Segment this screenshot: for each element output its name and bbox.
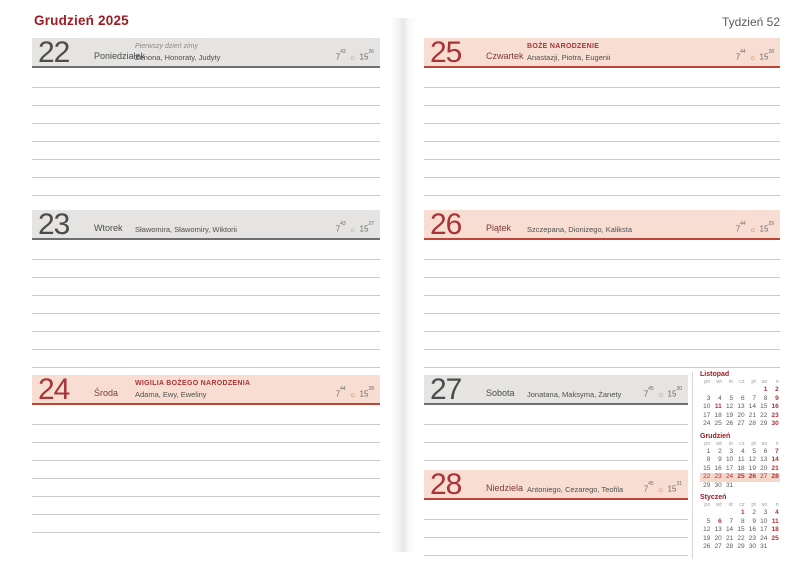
mini-calendar-week-row <box>700 543 780 552</box>
namedays: Jonatana, Maksyma, Żanety <box>527 390 622 399</box>
day-number: 27 <box>430 373 462 406</box>
mini-calendar-day: 26 <box>703 543 711 550</box>
mini-calendar-weekday: so <box>761 440 768 447</box>
mini-calendar-day: 29 <box>703 481 711 489</box>
sunrise-hour: 7 <box>735 53 741 62</box>
day-name: Wtorek <box>94 223 123 233</box>
mini-calendar-weekday-row <box>700 379 780 386</box>
mini-calendar-day: 14 <box>771 456 779 463</box>
writing-lines <box>424 407 688 462</box>
mini-calendar-day <box>711 386 722 395</box>
mini-calendars <box>700 371 780 556</box>
mini-calendar-day: 3 <box>706 394 711 402</box>
mini-calendar-grid <box>700 386 780 429</box>
mini-calendar-title: Listopad <box>700 371 730 378</box>
mini-calendar-day: 10 <box>725 456 734 463</box>
mini-calendar-day <box>746 386 757 395</box>
mini-calendar-day: 14 <box>725 526 734 533</box>
day-info <box>527 485 623 494</box>
namedays: Anastazji, Piotra, Eugenii <box>527 53 611 62</box>
mini-calendar-day: 12 <box>725 403 734 410</box>
day-note: Pierwszy dzień zimy <box>135 43 199 50</box>
mini-calendar-week-row <box>700 386 780 395</box>
mini-calendar-day: 23 <box>748 534 756 542</box>
mini-calendar-day <box>734 482 745 491</box>
mini-calendar-day <box>700 509 711 518</box>
mini-calendar-day: 1 <box>706 447 711 455</box>
sunrise-hour: 7 <box>335 225 341 234</box>
sunrise-min: 44 <box>740 49 746 56</box>
mini-calendar-week-row <box>700 518 780 527</box>
mini-calendar-week-row <box>700 482 780 491</box>
mini-calendar-day: 19 <box>703 534 711 542</box>
writing-lines <box>424 70 780 197</box>
sun-icon: ☼ <box>348 53 357 62</box>
sunrise-min: 44 <box>740 221 746 228</box>
mini-calendar-day: 22 <box>703 473 711 480</box>
sunset-hour: 15 <box>359 390 369 399</box>
day-header <box>424 210 780 240</box>
mini-calendar-day: 21 <box>771 464 779 472</box>
namedays: Antoniego, Cezarego, Teofila <box>527 485 624 494</box>
mini-calendar-day: 21 <box>725 534 734 542</box>
mini-calendar-day: 2 <box>718 447 722 455</box>
holiday-name: WIGILIA BOŻEGO NARODZENIA <box>135 380 251 387</box>
mini-calendar-day: 9 <box>752 517 756 525</box>
mini-calendar-weekday: cz <box>739 502 745 508</box>
mini-calendar-day: 16 <box>748 526 756 533</box>
sunrise-hour: 7 <box>335 390 341 399</box>
sunrise-min: 43 <box>340 221 346 228</box>
day-info <box>135 380 250 399</box>
mini-calendar-day: 6 <box>718 517 722 525</box>
mini-calendar-weekday: cz <box>739 440 745 447</box>
mini-calendar-weekday: n <box>775 440 779 447</box>
mini-calendar-day: 14 <box>748 403 756 410</box>
sunrise-hour: 7 <box>643 390 649 399</box>
sun-icon: ☼ <box>348 390 357 399</box>
mini-calendar-week-row <box>700 509 780 518</box>
sunrise-hour: 7 <box>335 53 341 62</box>
sun-times <box>735 221 774 234</box>
mini-calendar-day: 29 <box>760 420 768 427</box>
mini-calendar-day: 17 <box>703 411 711 419</box>
sun-times <box>643 481 682 494</box>
mini-calendar-week-row <box>700 448 780 457</box>
day-number: 28 <box>430 468 462 501</box>
namedays: Adama, Ewy, Eweliny <box>135 390 207 399</box>
mini-calendar-day: 2 <box>775 386 779 393</box>
mini-calendar-day: 24 <box>703 420 711 427</box>
mini-calendar-day: 11 <box>771 517 779 525</box>
mini-calendar-weekday: śr <box>728 502 734 508</box>
mini-calendar-weekday: so <box>761 502 768 508</box>
mini-calendar-current-week-row <box>700 473 780 482</box>
mini-calendar-day: 27 <box>760 473 768 480</box>
mini-calendar-day: 19 <box>748 464 756 472</box>
day-info <box>527 43 610 62</box>
mini-calendar-january <box>700 494 780 552</box>
mini-calendar-week-row <box>700 456 780 465</box>
writing-lines <box>424 242 780 369</box>
mini-calendar-day: 24 <box>725 473 734 480</box>
mini-calendar-weekday: pn <box>704 440 711 447</box>
sunset-hour: 15 <box>759 53 769 62</box>
sun-times <box>643 386 682 399</box>
mini-calendar-week-row <box>700 412 780 421</box>
mini-calendar-day: 20 <box>714 534 722 542</box>
week-title: Tydzień 52 <box>721 15 780 29</box>
mini-calendar-weekday-row <box>700 502 780 509</box>
mini-calendar-grid <box>700 448 780 491</box>
day-info <box>135 225 237 234</box>
sun-icon: ☼ <box>748 225 757 234</box>
mini-calendar-weekday: n <box>775 502 779 508</box>
mini-calendar-day: 27 <box>714 543 722 550</box>
mini-calendar-week-row <box>700 535 780 544</box>
mini-calendar-title: Styczeń <box>700 494 727 501</box>
sun-icon: ☼ <box>656 485 665 494</box>
mini-calendar-weekday: pt <box>751 379 756 385</box>
sun-icon: ☼ <box>748 53 757 62</box>
mini-calendar-day: 31 <box>760 543 768 550</box>
mini-calendar-day: 12 <box>748 456 756 463</box>
day-info <box>527 390 621 399</box>
sunrise-min: 44 <box>340 386 346 393</box>
writing-lines <box>424 502 688 557</box>
day-header <box>424 38 780 68</box>
sunrise-min: 45 <box>648 386 654 393</box>
sun-times <box>735 49 774 62</box>
day-name: Poniedziałek <box>94 51 146 61</box>
sunrise-hour: 7 <box>735 225 741 234</box>
mini-calendar-day <box>746 482 757 491</box>
sunrise-hour: 7 <box>643 485 649 494</box>
sunrise-min: 45 <box>648 481 654 488</box>
sunset-min: 29 <box>768 221 774 228</box>
mini-calendar-day: 6 <box>740 394 745 402</box>
mini-calendar-weekday: so <box>761 379 768 385</box>
sun-icon: ☼ <box>348 225 357 234</box>
day-number: 22 <box>38 36 70 69</box>
mini-calendar-weekday: pn <box>704 502 711 508</box>
sunset-hour: 15 <box>359 225 369 234</box>
mini-calendar-day: 15 <box>703 464 711 472</box>
day-number: 25 <box>430 36 462 69</box>
mini-calendar-week-row <box>700 526 780 535</box>
mini-calendar-day: 9 <box>775 394 779 402</box>
mini-calendar-weekday: n <box>775 379 779 385</box>
mini-calendar-day: 1 <box>763 386 768 393</box>
sunset-hour: 15 <box>359 53 369 62</box>
mini-calendar-day: 18 <box>771 526 779 533</box>
day-name: Sobota <box>486 388 515 398</box>
writing-lines <box>32 407 380 534</box>
mini-calendar-day <box>768 482 779 491</box>
mini-calendar-weekday: wt <box>716 440 722 447</box>
mini-calendar-day: 29 <box>737 543 745 550</box>
mini-calendar-day: 23 <box>714 473 722 480</box>
mini-calendar-weekday: pt <box>751 440 756 447</box>
mini-calendar-day: 27 <box>737 420 745 427</box>
mini-calendar-day: 8 <box>763 394 768 402</box>
sun-times <box>335 49 374 62</box>
mini-calendar-day: 4 <box>775 509 779 516</box>
mini-calendar-weekday: wt <box>716 379 722 385</box>
mini-calendar-day <box>723 386 734 395</box>
sunset-min: 31 <box>676 481 682 488</box>
sunset-min: 26 <box>368 49 374 56</box>
mini-calendar-day: 20 <box>737 411 745 419</box>
day-header <box>424 375 688 405</box>
sunset-hour: 15 <box>667 485 677 494</box>
mini-calendar-day: 28 <box>725 543 734 550</box>
mini-calendar-day: 8 <box>740 517 745 525</box>
mini-calendar-december <box>700 433 780 491</box>
day-header <box>424 470 688 500</box>
sunset-min: 27 <box>368 221 374 228</box>
mini-calendar-day: 23 <box>771 411 779 419</box>
day-header <box>32 375 380 405</box>
month-title: Grudzień 2025 <box>34 13 129 28</box>
sunset-min: 28 <box>368 386 374 393</box>
namedays: Zenona, Honoraty, Judyty <box>135 53 221 62</box>
mini-calendar-day: 18 <box>737 464 745 472</box>
mini-calendar-week-row <box>700 420 780 429</box>
day-info <box>527 225 632 234</box>
mini-calendar-day: 19 <box>725 411 734 419</box>
day-number: 23 <box>38 208 70 241</box>
sunset-hour: 15 <box>759 225 769 234</box>
mini-calendar-weekday: pt <box>751 502 756 508</box>
day-name: Niedziela <box>486 483 524 493</box>
left-page <box>32 0 380 571</box>
mini-calendar-day: 25 <box>771 534 779 542</box>
sun-times <box>335 221 374 234</box>
mini-calendar-weekday: śr <box>728 379 734 385</box>
mini-calendar-grid <box>700 509 780 552</box>
mini-calendar-day: 7 <box>752 394 756 402</box>
sunset-min: 28 <box>768 49 774 56</box>
mini-calendar-day <box>711 509 722 518</box>
mini-calendar-day: 25 <box>714 420 722 427</box>
mini-calendar-day: 17 <box>760 526 768 533</box>
mini-calendar-day: 2 <box>752 509 756 516</box>
mini-calendar-day: 28 <box>748 420 756 427</box>
page-gutter-shadow <box>390 18 416 552</box>
day-header <box>32 38 380 68</box>
mini-calendar-day: 5 <box>729 394 734 402</box>
namedays: Szczepana, Dionizego, Kaliksta <box>527 225 633 234</box>
mini-calendar-day: 5 <box>706 517 711 525</box>
mini-calendar-day: 24 <box>760 534 768 542</box>
mini-calendar-day: 7 <box>775 447 779 455</box>
mini-calendar-day: 30 <box>714 481 722 489</box>
day-number: 24 <box>38 373 70 406</box>
mini-calendar-week-row <box>700 403 780 412</box>
mini-calendar-title: Grudzień <box>700 432 731 440</box>
mini-calendar-day: 13 <box>714 526 722 533</box>
writing-lines <box>32 70 380 197</box>
mini-calendar-day: 5 <box>752 447 756 455</box>
mini-calendar-day: 3 <box>729 447 734 455</box>
mini-calendar-day: 4 <box>718 394 722 402</box>
mini-calendar-day: 9 <box>718 456 722 463</box>
mini-calendar-day <box>723 509 734 518</box>
mini-calendar-day: 17 <box>725 464 734 472</box>
mini-calendar-november <box>700 371 780 429</box>
mini-calendar-day <box>768 543 779 552</box>
mini-calendar-day: 22 <box>760 411 768 419</box>
mini-calendar-day: 25 <box>737 473 745 480</box>
mini-calendar-day: 12 <box>703 526 711 533</box>
sunrise-min: 43 <box>340 49 346 56</box>
mini-calendar-day: 31 <box>725 481 734 489</box>
sunset-hour: 15 <box>667 390 677 399</box>
mini-calendar-day <box>757 482 768 491</box>
holiday-name: BOŻE NARODZENIE <box>527 43 600 50</box>
day-info <box>135 43 220 62</box>
mini-calendar-day: 10 <box>703 403 711 410</box>
mini-calendar-day: 16 <box>771 403 779 410</box>
right-page <box>424 0 780 571</box>
mini-calendar-day: 16 <box>714 464 722 472</box>
mini-calendar-day: 7 <box>729 517 734 525</box>
mini-calendar-day: 15 <box>760 403 768 410</box>
mini-calendar-day: 18 <box>714 411 722 419</box>
mini-calendar-weekday: cz <box>739 379 745 385</box>
writing-lines <box>32 242 380 369</box>
mini-calendar-day: 26 <box>748 473 756 480</box>
mini-calendar-day: 22 <box>737 534 745 542</box>
day-header <box>32 210 380 240</box>
mini-calendar-day <box>734 386 745 395</box>
sunset-min: 30 <box>676 386 682 393</box>
mini-calendar-day: 13 <box>737 403 745 410</box>
mini-calendar-day: 10 <box>760 517 768 525</box>
mini-calendar-day: 26 <box>725 420 734 427</box>
mini-calendar-weekday-row <box>700 441 780 448</box>
mini-calendar-day: 28 <box>771 473 779 480</box>
mini-calendar-day: 3 <box>763 509 768 516</box>
day-number: 26 <box>430 208 462 241</box>
mini-calendar-weekday: wt <box>716 502 722 508</box>
mini-calendar-day: 11 <box>737 456 745 463</box>
mini-calendar-divider <box>692 372 693 559</box>
mini-calendar-day: 4 <box>740 447 745 455</box>
mini-calendar-day: 15 <box>737 526 745 533</box>
day-name: Piątek <box>486 223 512 233</box>
mini-calendar-day: 21 <box>748 411 756 419</box>
mini-calendar-day: 13 <box>760 456 768 463</box>
day-name: Czwartek <box>486 51 524 61</box>
namedays: Sławomira, Sławomiry, Wiktorii <box>135 225 237 234</box>
mini-calendar-weekday: śr <box>728 440 734 447</box>
mini-calendar-day: 30 <box>771 420 779 427</box>
mini-calendar-day: 6 <box>763 447 768 455</box>
sun-times <box>335 386 374 399</box>
mini-calendar-day: 20 <box>760 464 768 472</box>
day-name: Środa <box>94 388 119 398</box>
mini-calendar-week-row <box>700 395 780 404</box>
mini-calendar-day: 1 <box>740 509 745 516</box>
mini-calendar-week-row <box>700 465 780 474</box>
sun-icon: ☼ <box>656 390 665 399</box>
mini-calendar-day: 8 <box>706 456 711 463</box>
mini-calendar-day: 11 <box>714 403 722 410</box>
mini-calendar-weekday: pn <box>704 379 711 385</box>
mini-calendar-day <box>700 386 711 395</box>
mini-calendar-day: 30 <box>748 543 756 550</box>
